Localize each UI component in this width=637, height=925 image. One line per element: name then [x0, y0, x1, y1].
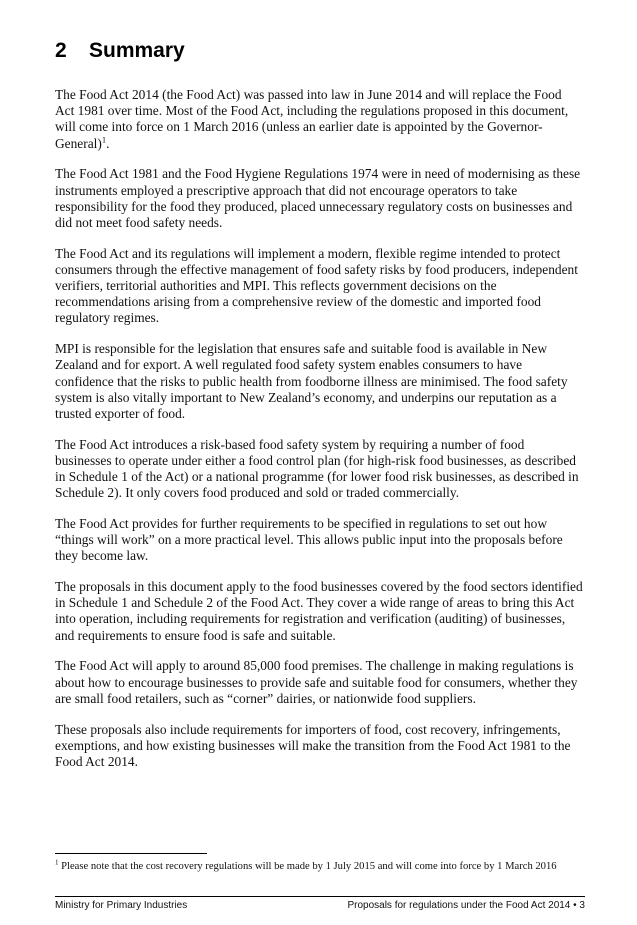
paragraph-8: The Food Act will apply to around 85,000 food premises. The challenge in making regulations is about how to encourage businesses to provide safe and suitable food for consumers, whether they are small food retailers, such as “corner” dairies, or nationwide food suppliers.	[55, 658, 578, 706]
footnote-text: Please note that the cost recovery regulations will be made by 1 July 2015 and will come into force by 1 March 2016	[58, 861, 557, 872]
paragraph-7: The proposals in this document apply to the food businesses covered by the food sectors identified in Schedule 1 and Schedule 2 of the Food Act. They cover a wide range of areas to bring this Act into operation, including requirements for registration and verification (auditing) of businesses, and requirements to ensure food is safe and suitable.	[55, 579, 583, 643]
footnote-divider	[55, 853, 207, 854]
paragraph-1-text: The Food Act 2014 (the Food Act) was passed into law in June 2014 and will replace the Food Act 1981 over time. Most of the Food Act, including the regulations proposed in this document, will come into force on 1 March 2016 (unless an earlier date is appointed by the Governor- General)	[55, 87, 569, 151]
paragraph-1	[55, 87, 583, 152]
paragraph-9: These proposals also include requirements for importers of food, cost recovery, infringements, exemptions, and how existing businesses will make the transition from the Food Act 1981 to the Food Act 2014.	[55, 721, 571, 769]
paragraph-5: The Food Act introduces a risk-based food safety system by requiring a number of food businesses to operate under either a food control plan (for high-risk food businesses, as described in Schedule 1 of the Act) or a national programme (for lower food risk businesses, as described in Schedule 2). It only covers food produced and sold or traded commercially.	[55, 436, 579, 501]
footnote-marker: 1	[55, 858, 59, 867]
section-number: 2	[55, 39, 67, 62]
footer-document-title: Proposals for regulations under the Food Act 2014 • 3	[347, 900, 585, 911]
paragraph-6: The Food Act provides for further requirements to be specified in regulations to set out how “things will work” on a more practical level. This allows public input into the proposals before they become law.	[55, 515, 563, 564]
paragraph-1-end: .	[106, 135, 110, 151]
footnote	[55, 860, 585, 873]
section-title: Summary	[89, 39, 185, 62]
paragraph-3: The Food Act and its regulations will implement a modern, flexible regime intended to protect consumers through the effective management of food safety risks by food producers, independent verifiers, territorial authorities and MPI. This reflects government decisions on the recommendations arising from a comprehensive review of the domestic and imported food regulatory regimes.	[55, 245, 578, 326]
footnote-reference[interactable]: 1	[101, 134, 107, 145]
section-heading	[55, 38, 185, 64]
body-text	[55, 87, 583, 785]
footer-organisation: Ministry for Primary Industries	[55, 900, 188, 911]
paragraph-4: MPI is responsible for the legislation that ensures safe and suitable food is available in New Zealand and for export. A well regulated food safety system enables consumers to have confidence that the risks to public health from foodborne illness are minimised. The food safety system is also vitally important to New Zealand’s economy, and underpins our reputation as a trusted exporter of food.	[55, 341, 568, 421]
page-footer	[55, 899, 585, 912]
footer-divider	[55, 896, 585, 897]
paragraph-2: The Food Act 1981 and the Food Hygiene Regulations 1974 were in need of modernising as these instruments employed a prescriptive approach that did not encourage operators to take responsibility for the food they produced, placed unnecessary regulatory costs on businesses and did not meet food safety needs.	[55, 166, 581, 230]
